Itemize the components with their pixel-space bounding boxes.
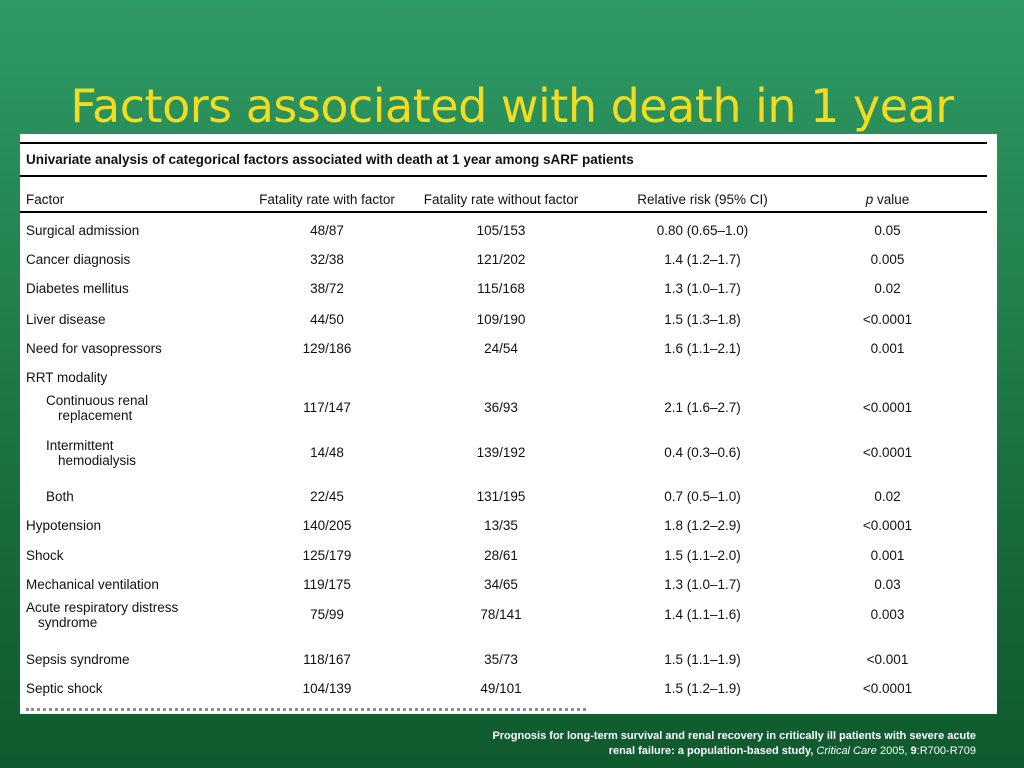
- header-with-factor: Fatality rate with factor: [259, 192, 395, 207]
- cell-factor: Septic shock: [26, 681, 103, 696]
- table-top-rule: [20, 142, 987, 144]
- cell-p-value: 0.02: [874, 281, 901, 296]
- cell-p-value: 0.005: [870, 252, 905, 267]
- cell-relative-risk: 1.4 (1.2–1.7): [664, 252, 741, 267]
- cell-factor: Mechanical ventilation: [26, 577, 159, 592]
- cell-p-value: <0.0001: [862, 445, 913, 460]
- cell-fatality-with: 48/87: [310, 223, 344, 238]
- cell-fatality-without: 49/101: [480, 681, 522, 696]
- cell-relative-risk: 1.3 (1.0–1.7): [664, 577, 741, 592]
- cell-fatality-with: 38/72: [310, 281, 344, 296]
- cell-factor: Liver disease: [26, 312, 106, 327]
- cell-p-value: <0.0001: [862, 681, 913, 696]
- cell-relative-risk: 0.4 (0.3–0.6): [664, 445, 741, 460]
- cell-fatality-with: 14/48: [310, 445, 344, 460]
- cell-factor: Need for vasopressors: [26, 341, 162, 356]
- cell-fatality-without: 105/153: [476, 223, 526, 238]
- cell-fatality-with: 104/139: [302, 681, 352, 696]
- cell-relative-risk: 1.3 (1.0–1.7): [664, 281, 741, 296]
- citation: [356, 729, 976, 759]
- cell-p-value: 0.003: [870, 607, 905, 622]
- cell-relative-risk: 1.4 (1.1–1.6): [664, 607, 741, 622]
- cell-fatality-without: 13/35: [484, 518, 518, 533]
- cell-fatality-with: 140/205: [302, 518, 352, 533]
- cell-factor: Continuous renal replacement: [46, 393, 149, 423]
- cell-factor: Both: [46, 489, 74, 504]
- cell-factor: RRT modality: [26, 370, 108, 385]
- cell-p-value: 0.03: [874, 577, 901, 592]
- cell-factor: Sepsis syndrome: [26, 652, 130, 667]
- cell-fatality-without: 121/202: [476, 252, 526, 267]
- cell-fatality-without: 35/73: [484, 652, 518, 667]
- cell-relative-risk: 2.1 (1.6–2.7): [664, 400, 741, 415]
- cell-relative-risk: 1.5 (1.1–2.0): [664, 548, 741, 563]
- table-panel: [20, 134, 997, 714]
- cell-fatality-without: 34/65: [484, 577, 518, 592]
- cell-relative-risk: 1.5 (1.2–1.9): [664, 681, 741, 696]
- header-p-value: p value: [865, 192, 910, 207]
- citation-line-2: renal failure: a population-based study, Critical Care 2005, 9:R700-R709: [608, 745, 976, 757]
- cell-fatality-without: 36/93: [484, 400, 518, 415]
- cell-p-value: <0.0001: [862, 518, 913, 533]
- header-without-factor: Fatality rate without factor: [423, 192, 579, 207]
- table-footnote-cut: [26, 708, 586, 714]
- cell-fatality-without: 139/192: [476, 445, 526, 460]
- cell-fatality-without: 109/190: [476, 312, 526, 327]
- cell-p-value: <0.0001: [862, 312, 913, 327]
- cell-fatality-with: 125/179: [302, 548, 352, 563]
- cell-p-value: <0.001: [866, 652, 909, 667]
- cell-factor: Acute respiratory distress syndrome: [26, 600, 179, 630]
- cell-fatality-with: 75/99: [310, 607, 344, 622]
- cell-fatality-with: 118/167: [303, 652, 351, 667]
- header-relative-risk: Relative risk (95% CI): [637, 192, 768, 207]
- header-factor: Factor: [26, 192, 65, 207]
- cell-p-value: 0.02: [874, 489, 901, 504]
- slide-title: Factors associated with death in 1 year: [70, 79, 954, 133]
- cell-fatality-with: 22/45: [310, 489, 344, 504]
- table-caption-rule: [20, 175, 987, 177]
- cell-p-value: <0.0001: [862, 400, 913, 415]
- cell-relative-risk: 1.5 (1.3–1.8): [664, 312, 741, 327]
- cell-factor: Diabetes mellitus: [26, 281, 129, 296]
- cell-fatality-with: 32/38: [310, 252, 344, 267]
- cell-factor: Cancer diagnosis: [26, 252, 131, 267]
- cell-fatality-without: 78/141: [480, 607, 522, 622]
- citation-journal: Critical Care: [816, 745, 877, 757]
- cell-relative-risk: 0.80 (0.65–1.0): [656, 223, 749, 238]
- cell-fatality-with: 117/147: [303, 400, 351, 415]
- table-caption: Univariate analysis of categorical factors associated with death at 1 year among sARF patients: [26, 152, 634, 167]
- cell-relative-risk: 1.5 (1.1–1.9): [664, 652, 741, 667]
- cell-relative-risk: 0.7 (0.5–1.0): [664, 489, 741, 504]
- cell-fatality-without: 24/54: [484, 341, 518, 356]
- cell-p-value: 0.001: [870, 341, 905, 356]
- cell-p-value: 0.05: [874, 223, 901, 238]
- cell-relative-risk: 1.6 (1.1–2.1): [664, 341, 741, 356]
- cell-fatality-without: 28/61: [484, 548, 518, 563]
- cell-p-value: 0.001: [870, 548, 905, 563]
- cell-factor: Hypotension: [26, 518, 102, 533]
- citation-line-1: Prognosis for long-term survival and renal recovery in critically ill patients with severe acute: [492, 730, 976, 742]
- cell-factor: Shock: [26, 548, 64, 563]
- cell-fatality-without: 131/195: [476, 489, 526, 504]
- cell-fatality-with: 129/186: [302, 341, 352, 356]
- cell-fatality-with: 119/175: [303, 577, 351, 592]
- cell-factor: Surgical admission: [26, 223, 140, 238]
- table-header-rule: [20, 211, 987, 213]
- cell-fatality-with: 44/50: [310, 312, 344, 327]
- cell-relative-risk: 1.8 (1.2–2.9): [664, 518, 741, 533]
- cell-factor: Intermittent hemodialysis: [46, 438, 137, 468]
- cell-fatality-without: 115/168: [477, 281, 525, 296]
